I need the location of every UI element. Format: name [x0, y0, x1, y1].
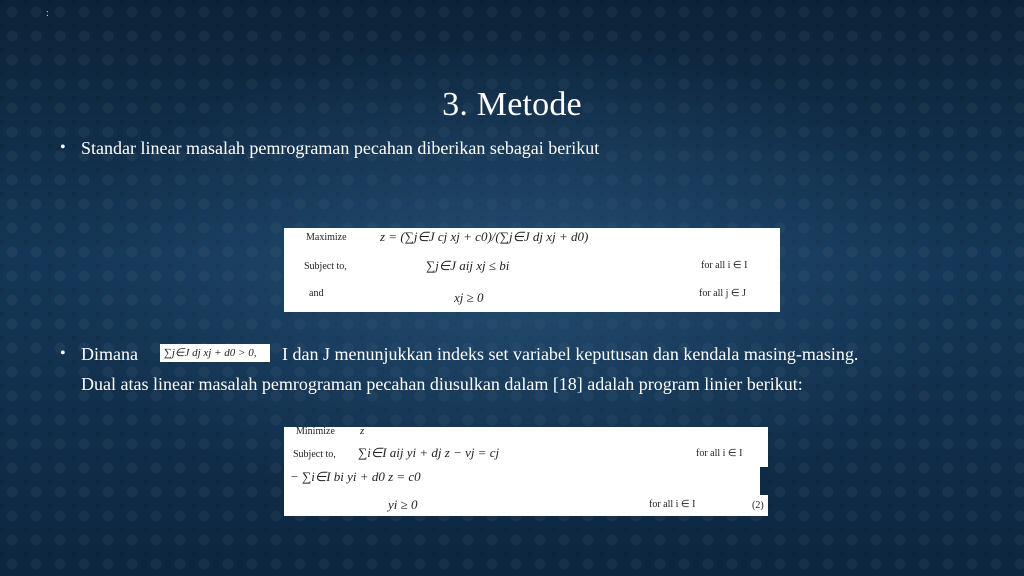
bullet-text: Standar linear masalah pemrograman pecahan diberikan sebagai berikut	[81, 138, 600, 158]
formula-dual-nonnegativity: yi ≥ 0	[388, 497, 418, 512]
formula-dual	[284, 427, 768, 516]
slide-title: 3. Metode	[442, 86, 582, 123]
formula-condition-i: for all i ∈ I	[701, 260, 748, 271]
formula-dual-constraint: ∑i∈I aij yi + dj z − vj = cj	[358, 445, 500, 460]
corner-mark: :	[46, 8, 49, 19]
inline-formula: ∑j∈J dj xj + d0 > 0,	[160, 344, 270, 362]
bullet-prefix: Dimana	[81, 344, 138, 364]
formula-dual-condition: for all i ∈ I	[696, 448, 743, 459]
formula-nonnegativity: xj ≥ 0	[454, 290, 484, 305]
formula-label-and: and	[309, 288, 324, 299]
bullet-dot: •	[60, 345, 66, 362]
bullet-dot: •	[60, 139, 66, 156]
formula-label-subject: Subject to,	[304, 261, 347, 272]
formula-notch	[760, 467, 768, 495]
equation-number: (2)	[752, 500, 764, 511]
formula-objective: z = (∑j∈J cj xj + c0)/(∑j∈J dj xj + d0)	[380, 229, 589, 244]
formula-condition-j: for all j ∈ J	[699, 288, 747, 299]
formula-label-subject: Subject to,	[293, 449, 336, 460]
formula-dual-objective: z	[360, 425, 365, 437]
formula-dual-equality: − ∑i∈I bi yi + d0 z = c0	[290, 469, 421, 484]
formula-constraint: ∑j∈J aij xj ≤ bi	[426, 258, 510, 273]
formula-primal	[284, 228, 780, 312]
formula-label-maximize: Maximize	[306, 232, 347, 243]
bullet-text-line2: Dual atas linear masalah pemrograman pecahan diusulkan dalam [18] adalah program linier berikut:	[81, 374, 803, 394]
bullet-text-after: I dan J menunjukkan indeks set variabel keputusan dan kendala masing-masing.	[282, 344, 859, 364]
formula-dual-condition-nonneg: for all i ∈ I	[649, 499, 696, 510]
formula-label-minimize: Minimize	[296, 426, 335, 437]
